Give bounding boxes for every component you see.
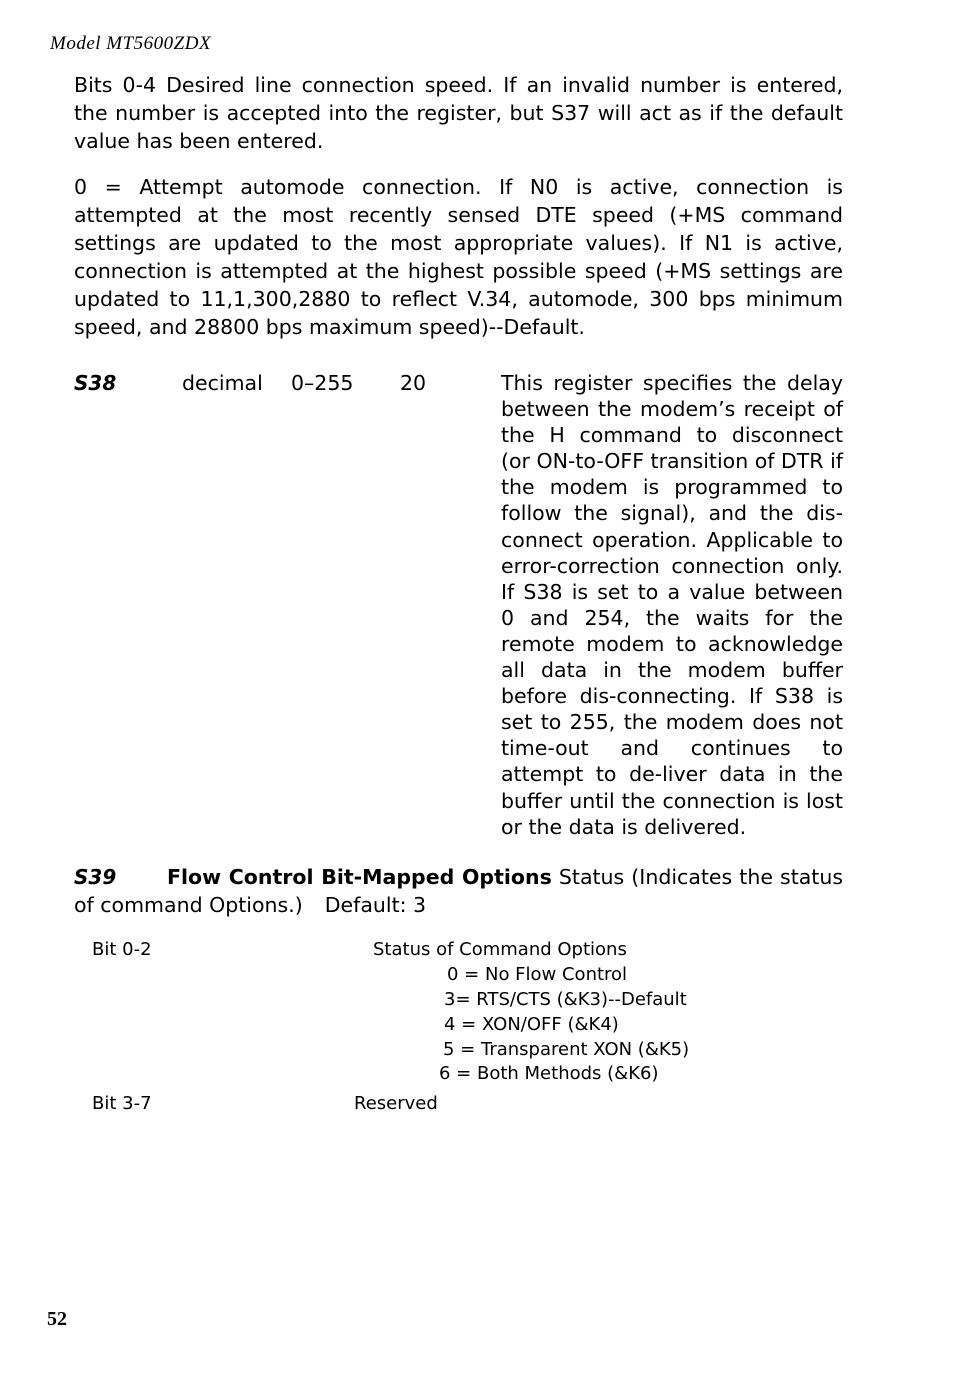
- register-s39-entry: [74, 863, 843, 919]
- bit-option: 5 = Transparent XON (&K5): [443, 1039, 690, 1060]
- bit-heading: Status of Command Options: [373, 939, 627, 960]
- register-type: decimal: [182, 371, 263, 395]
- register-name: S39: [74, 865, 117, 889]
- bit-value: Reserved: [354, 1093, 438, 1114]
- bit-label: Bit 3-7: [92, 1093, 152, 1114]
- register-default: 20: [400, 371, 427, 395]
- bit-option: 0 = No Flow Control: [447, 964, 628, 985]
- register-range: 0–255: [291, 371, 354, 395]
- register-title: Flow Control Bit-Mapped Options: [167, 865, 552, 889]
- bit-label: Bit 0-2: [92, 939, 152, 960]
- page-number: 52: [47, 1308, 67, 1330]
- register-description: This register specifies the delay between the modem’s receipt of the H command to disconnect (or ON-to-OFF transition of DTR if the modem is programmed to follow the signal), and the dis-connect operation. Applicable to error-correction connection only. If S38 is set to a value between 0 and 254, the waits for the remote modem to acknowledge all data in the modem buffer before dis-connecting. If S38 is set to 255, the modem does not time-out and continues to attempt to de-liver data in the buffer until the connection is lost or the data is delivered.: [501, 371, 843, 839]
- page-header-model: Model MT5600ZDX: [50, 33, 212, 54]
- bit-option: 6 = Both Methods (&K6): [439, 1063, 659, 1084]
- bits-0-4-paragraph: Bits 0-4 Desired line connection speed. If an invalid number is entered, the number is accepted into the register, but S37 will act as if the default value has been entered.: [74, 73, 843, 153]
- register-default-text: Default: 3: [324, 893, 427, 917]
- register-name: S38: [74, 371, 117, 395]
- automode-paragraph: 0 = Attempt automode connection. If N0 is active, connection is attempted at the most recently sensed DTE speed (+MS command settings are updated to the most appropriate values). If N1 is active, connection is attempted at the highest possible speed (+MS settings are updated to 11,1,300,2880 to reflect V.34, automode, 300 bps minimum speed, and 28800 bps maximum speed)--Default.: [74, 175, 843, 339]
- register-s38-entry: [74, 369, 843, 839]
- bit-option: 4 = XON/OFF (&K4): [444, 1014, 619, 1035]
- register-status-text: Status (Indicates the status of command Options.): [74, 865, 844, 917]
- bit-option: 3= RTS/CTS (&K3)--Default: [444, 989, 687, 1010]
